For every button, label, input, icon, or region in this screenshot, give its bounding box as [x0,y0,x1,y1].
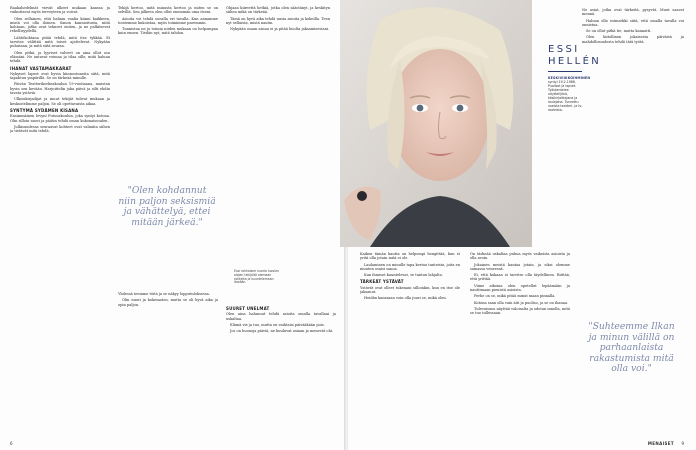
left-column-3-lower [226,304,336,440]
paragraph: Lähtökohtana pitää tehdä, mitä itse tykkää. Ei tarvitse välittää mitä toiset ajattelevat. Nykyään puhutaan, ja mitä siitä seuraa. [10,35,110,49]
bio-text: syntyi 19.2.1986. Puolisot ja lapset. Työskentelee näyttelijänä, käsikirjoittajana ja laulajana. Tunnettu useista teatteri- ja tv-rooleista. [548,79,583,112]
portrait-photo [340,0,532,247]
paragraph: Olin nuori ja kokematon, mutta se oli hyvä aika ja opin paljon. [118,298,218,307]
paragraph: Olen aina halunnut tehdä asioita omalla tavallani ja uskaltaa. [226,312,336,321]
paragraph: Nykyiset lapset ovat hyvin kiinnostuneita siitä, mitä tapahtuu ympärillä. Se on tärkeää minulle. [10,71,110,81]
paragraph: Olen pitkä, ja lyyriset valveet on aina ollut osa elämäni. Ne antavat voimaa ja tilaa sille, mitä haluan tehdä. [10,50,110,64]
paragraph: Viime aikoina olen opetellut lepäämään ja nauttimaan pienistä asioista. [470,283,570,293]
paragraph: Tämä on hyvä aika tehdä uusia asioita ja kokeilla. Teen nyt sellaista, mistä nautin. [226,16,330,25]
subheading: TÄRKEÄT YSTÄVÄT [360,279,404,285]
left-column-3 [226,6,330,256]
name-rule [548,71,582,72]
portrait-illustration [340,0,532,247]
magazine-name: MENAISET [647,441,674,446]
paragraph: Olen kiitollinen jokaisesta päivästä ja mahdollisuudesta tehdä tätä työtä. [582,35,684,44]
paragraph: Elämä vie ja tuo, mutta en vaihtaisi päivääkään pois. [230,322,325,327]
name-block [548,44,602,112]
name-first: ESSI [548,44,580,55]
subheading: SUURET UNELMAT [226,306,270,311]
pull-quote-right: "Suhteemme Ilkan ja minun välillä on parhaanlaista rakastumista mitä olla voi." [588,321,675,375]
paragraph: Ystävät ovat olleet tukenani silloinkin, kun en itse ole jaksanut. [360,285,460,295]
paragraph: On tärkeää uskaltaa puhua myös vaikeista asioista ja olla avoin. [470,252,570,261]
paragraph: Tekijä kertoo, mitä minusta kertoo ja miten se on selvillä. Sen jälkeen olen ollut enemmän oma itseni. [118,6,218,15]
paragraph: Ulkoiskirjailijat ja muut tekijät tulivat mukaan ja keskustelimme paljon. Se oli opettavaista aikaa. [10,97,110,106]
paragraph: Ensimmäinen levyni Putouskoulun, joka syntyi kotona. Olin silloin nuori ja päätin tehdä oman kokonaisuuden. [10,114,110,123]
left-column-2 [118,6,218,182]
paragraph: Asioita voi tehdä usealla eri tavalla. Kun annamme toistemme kukoistaa, myös toimimme paremmin. [118,16,218,25]
paragraph: Ne asiat, jotka ovat tärkeitä, pysyvät. Muut saavat mennä. [582,8,684,17]
paragraph: Tunnistaa ne ja toimia niiden mukaan on helpompaa kuin ennen. Tiedän nyt, mitä tahdon. [118,27,218,36]
subheading: IHANAT VASTAMAKKARAT [10,65,72,71]
paragraph: Tulevaisuus näyttää valoisalta ja odotan innolla, mitä se tuo tullessaan. [470,306,570,316]
paragraph: Nykyään osaan sanoa ei ja pitää huolta jaksamisestani. [230,27,330,32]
pull-quote: "Olen kohdannut niin paljon seksismiä ja vähättelyä, ettei mitään järkeä." [118,185,216,228]
left-page [0,0,344,450]
right-column-1 [360,252,460,440]
paragraph: Se on ollut pitkä tie, mutta kannatti. [586,29,652,34]
paragraph: Ohjaan kiireettä hetkiä, jotka olen säästänyt, ja keskityn siihen mikä on tärkeää. [226,6,330,15]
paragraph: Ei, että kukaan ei tarvitse olla täydellinen. Riittää, että yrittää. [470,273,570,282]
paragraph: Yhdessä teemme töitä ja se näkyy lopputuloksessa. [118,292,210,296]
paragraph: Julkisuudessa seuraavat kohteet ovat valmiita siihen ja tietävät mitä tehdä. [10,124,110,134]
paragraph: Jokainen meistä kantaa jotain, ja siksi olemme samassa veneessä. [470,262,570,271]
paragraph: Perhe on se, mikä pitää minut maan pinnalla. [474,294,556,299]
paragraph: Haluan olla esimerkki siitä, että omalla tavalla voi onnistua. [582,18,684,27]
paragraph: Raakahedelmät vievät ulkeet mukaan kanssa ja vaikuttavat myös terveyteen ja voivat. [10,6,110,15]
left-column-2-lower [118,292,218,440]
paragraph: Kun ihmiset kuuntelevat, se tuntuu lahjalta. [364,273,443,278]
paragraph: Jos on huonoja päiviä, ne kuuluvat asiaan ja menevät ohi. [230,329,334,334]
paragraph: Laulaminen on minulle tapa kertoa tunteista, joita en muuten osaisi sanoa. [360,262,460,271]
paragraph: Heidän kanssaan voin olla juuri se, mikä olen. [364,296,447,301]
right-column-2 [470,252,570,440]
page-number-left: 6 [10,441,13,446]
page-number-right: 9 [681,441,684,446]
photo-caption: Essi rohkaisee nuoria luovien alojen tekijöitä olemaan rohkeita ja kuuntelemaan itseään. [234,269,280,285]
paragraph: Kotona saan olla vain äiti ja puoliso, ja se on ihanaa. [474,300,569,305]
paragraph: Kaiken tämän kautta on helpompi hengittää, kun ei yritä olla jotain mitä ei ole. [360,252,460,261]
paragraph: Päivän Teatterikorkeakoulun 19-vuotiaana, muistan hyvin sen kevään. Harjoittelin joka päivä ja silti ehdin tavata ystäviä. [10,82,110,96]
bio-heading: KESKIVIIKKOIHMINEN [548,75,591,80]
name-last: HELLÉN [548,56,602,67]
paragraph: Olen sellainen, että haluan vaalia kiinni kaikkeen, mistä voi olla iloinen. Sanon kunnioitusta, niitä kohtaan, jotka ovat tehneet eniten, ja ne palkitsevat rehellisyydellä. [10,16,110,34]
left-column-1 [10,6,110,440]
right-column-3 [582,8,684,314]
subheading: SYNTYMÄ SYDÄMEN KISANA [10,107,79,113]
